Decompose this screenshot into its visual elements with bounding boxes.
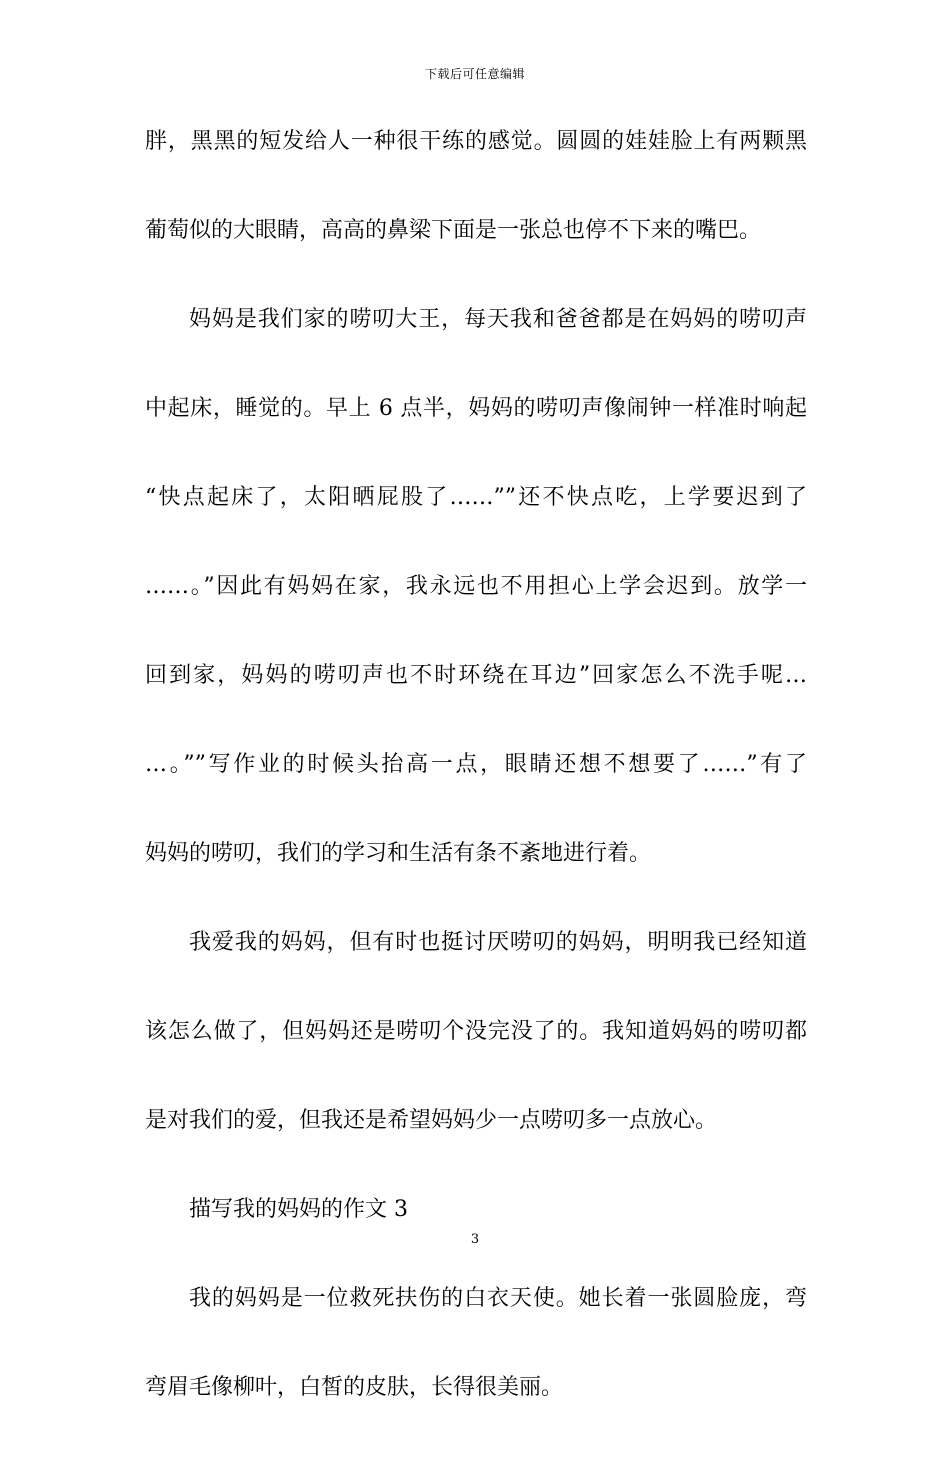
text-line: 弯眉毛像柳叶，白皙的皮肤，长得很美丽。 [145,1375,564,1400]
text-line: 中起床，睡觉的。早上 6 点半，妈妈的唠叨声像闹钟一样准时响起 [145,396,807,421]
text-line: ……。”因此有妈妈在家，我永远也不用担心上学会迟到。放学一 [145,574,807,599]
text-line: “快点起床了，太阳晒屁股了……””还不快点吃，上学要迟到了 [145,485,807,510]
text-line: …。””写作业的时候头抬高一点，眼睛还想不想要了……”有了 [145,752,807,777]
paragraph-start-line: 妈妈是我们家的唠叨大王，每天我和爸爸都是在妈妈的唠叨声 [189,307,807,332]
text-line: 妈妈的唠叨，我们的学习和生活有条不紊地进行着。 [145,841,652,866]
paragraph-start-line: 我爱我的妈妈，但有时也挺讨厌唠叨的妈妈，明明我已经知道 [189,930,807,955]
document-body [145,130,807,1465]
text-line: 回到家，妈妈的唠叨声也不时环绕在耳边”回家怎么不洗手呢… [145,663,807,688]
text-line: 胖，黑黑的短发给人一种很干练的感觉。圆圆的娃娃脸上有两颗黑 [145,129,807,154]
section-heading: 描写我的妈妈的作文 3 [189,1197,408,1222]
text-line: 葡萄似的大眼睛，高高的鼻梁下面是一张总也停不下来的嘴巴。 [145,218,762,243]
text-line: 是对我们的爱，但我还是希望妈妈少一点唠叨多一点放心。 [145,1108,718,1133]
page-header: 下载后可任意编辑 [424,67,525,81]
text-line: 该怎么做了，但妈妈还是唠叨个没完没了的。我知道妈妈的唠叨都 [145,1019,807,1044]
page-number: 3 [470,1232,480,1247]
paragraph-start-line: 我的妈妈是一位救死扶伤的白衣天使。她长着一张圆脸庞，弯 [189,1286,807,1311]
